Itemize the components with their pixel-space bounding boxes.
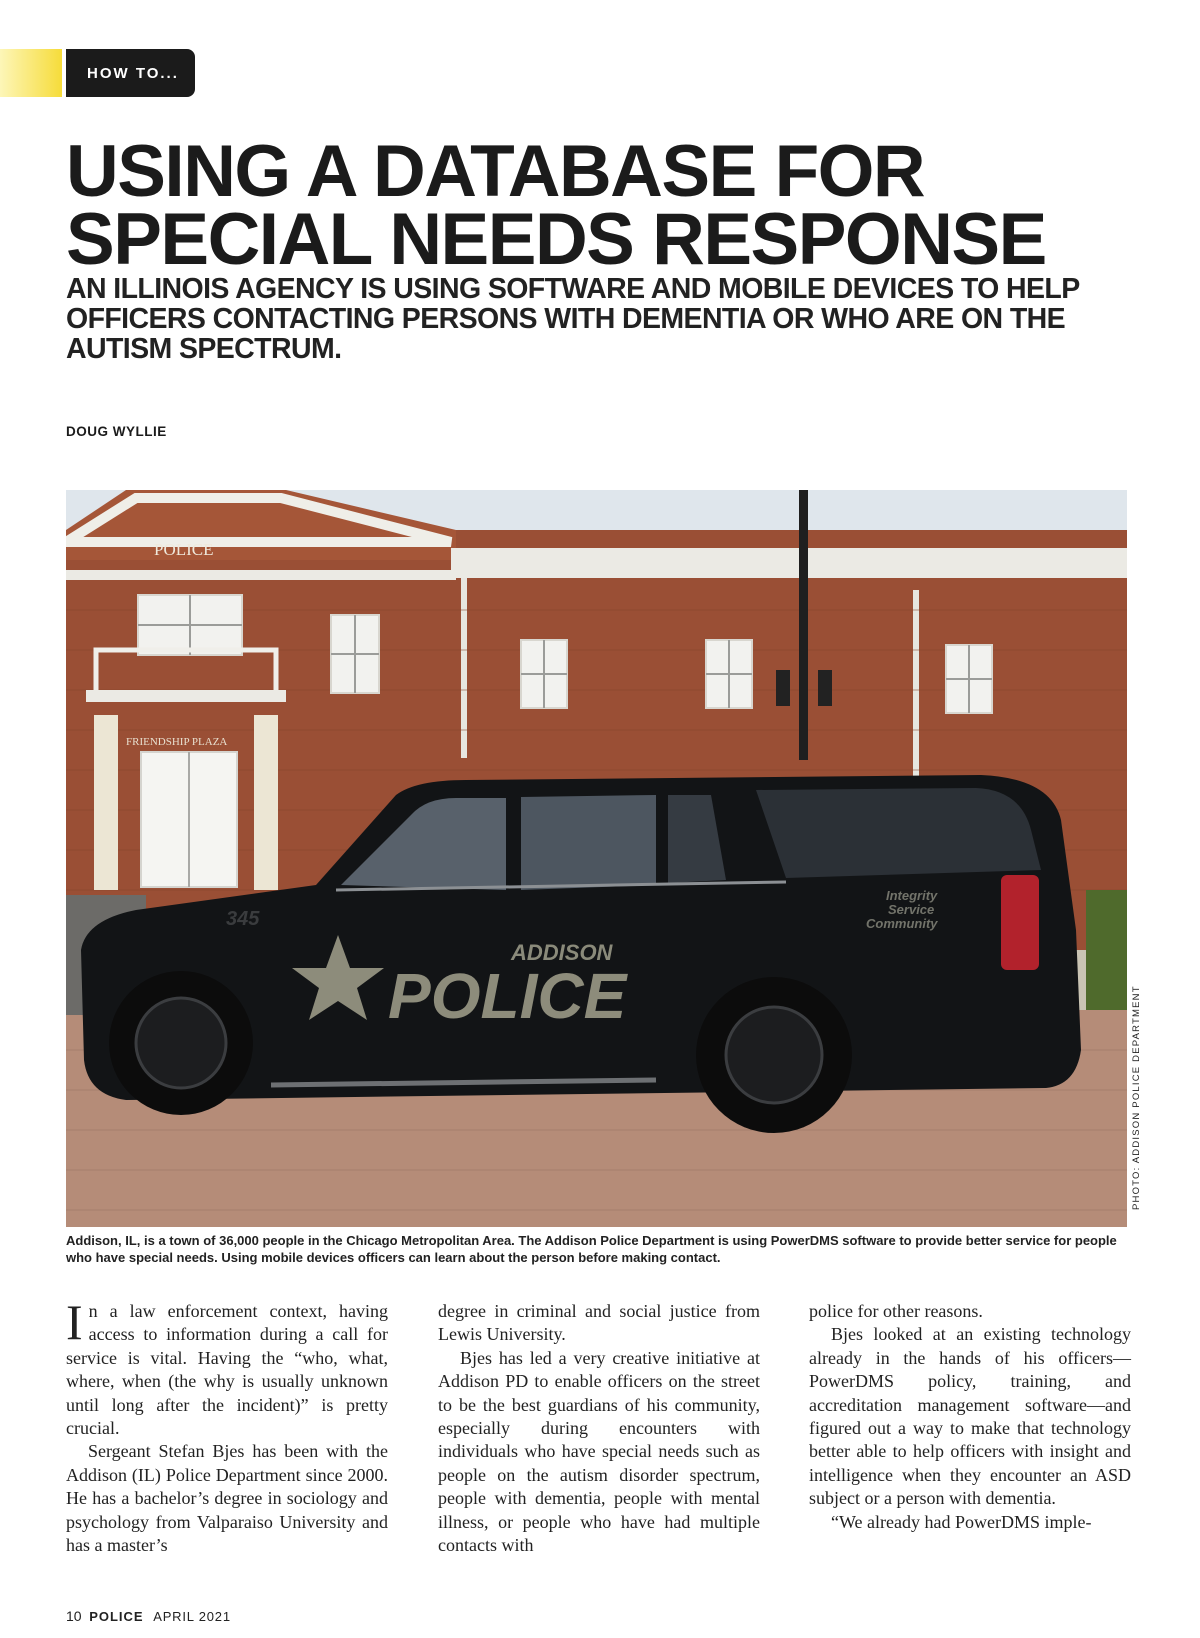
photo-caption: Addison, IL, is a town of 36,000 people in the Chicago Metropolitan Area. The Addison Police Department is using PowerDMS software to provide better service for people who have special needs. Using mobile devices officers can learn about the person before making contact. — [66, 1233, 1117, 1265]
car-number: 345 — [226, 908, 260, 930]
body-column-1 — [66, 1294, 388, 1557]
car-motto-2: Service — [888, 902, 935, 917]
issue-date: APRIL 2021 — [153, 1609, 231, 1624]
paragraph: degree in criminal and social justice from Lewis University. — [438, 1301, 760, 1345]
article-photo — [66, 490, 1127, 1227]
car-city: ADDISON — [511, 940, 613, 965]
article-subtitle: AN ILLINOIS AGENCY IS USING SOFTWARE AND MOBILE DEVICES TO HELP OFFICERS CONTACTING PERSONS WITH DEMENTIA OR WHO ARE ON THE AUTISM SPECTRUM. — [66, 273, 1080, 365]
body-column-3 — [809, 1300, 1131, 1534]
building-sign: POLICE — [154, 540, 214, 559]
body-column-2 — [438, 1300, 760, 1557]
car-police-lettering: POLICE — [388, 960, 627, 1032]
title-line-1: USING A DATABASE FOR — [66, 131, 925, 212]
paragraph: n a law enforcement context, having access to information during a call for service is vital. Having the “who, what, where, when (the why is usually unknown until long after the incident)” is pretty crucial. — [66, 1301, 388, 1439]
article-title — [66, 131, 1156, 280]
section-accent-bar — [0, 49, 62, 97]
photo-credit: PHOTO: ADDISON POLICE DEPARTMENT — [1131, 985, 1142, 1210]
paragraph: Bjes has led a very creative initiative at Addison PD to enable officers on the street to be the best guardians of his community, especially during encounters with individuals who have special needs such as people on the autism disorder spectrum, people with dementia, people with mental illness, or people who have had multiple contacts with — [438, 1347, 760, 1556]
title-line-2: SPECIAL NEEDS RESPONSE — [66, 199, 1046, 280]
section-tag: HOW TO... — [66, 49, 195, 97]
page-number: 10 — [66, 1608, 82, 1624]
drop-cap: I — [66, 1294, 83, 1350]
plaza-sign: FRIENDSHIP PLAZA — [126, 736, 228, 748]
car-motto-3: Community — [866, 916, 938, 931]
police-car-photo — [66, 490, 1127, 1227]
publication-name: POLICE — [89, 1609, 144, 1624]
paragraph: Bjes looked at an existing technology already in the hands of his officers—PowerDMS policy, training, and accreditation management software—and figured out a way to make that technology better able to help officers with insight and intelligence when they encounter an ASD subject or a person with dementia. — [809, 1324, 1131, 1509]
paragraph: “We already had PowerDMS imple- — [831, 1511, 1092, 1532]
paragraph: Sergeant Stefan Bjes has been with the Addison (IL) Police Department since 2000. He has a bachelor’s degree in sociology and psychology from Valparaiso University and has a master’s — [66, 1441, 388, 1556]
byline: DOUG WYLLIE — [66, 424, 167, 439]
car-motto-1: Integrity — [886, 888, 938, 903]
page-footer — [66, 1608, 231, 1624]
paragraph: police for other reasons. — [809, 1301, 983, 1321]
